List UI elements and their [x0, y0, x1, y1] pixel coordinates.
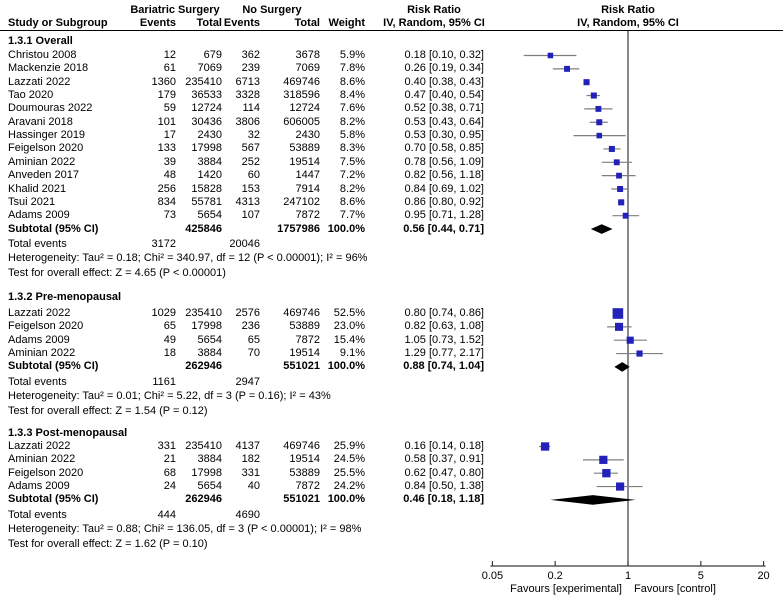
total-events-surgery: 444 — [157, 508, 176, 521]
subtotal-total-surgery: 262946 — [185, 360, 222, 373]
weight-value: 25.9% — [333, 440, 365, 452]
effect-square — [618, 199, 624, 205]
risk-ratio-ci-text: 0.86 [0.80, 0.92] — [404, 195, 484, 208]
study-name: Aminian 2022 — [8, 155, 76, 168]
weight-value: 5.8% — [339, 129, 365, 142]
effect-square — [583, 79, 589, 85]
total-surgery: 5654 — [197, 333, 222, 346]
total-surgery: 7069 — [197, 62, 222, 75]
effect-square — [564, 66, 570, 72]
total-surgery: 679 — [203, 49, 222, 61]
events-nosurgery: 153 — [241, 182, 260, 195]
axis-tick-label: 20 — [757, 570, 770, 582]
risk-ratio-ci-text: 0.53 [0.43, 0.64] — [404, 115, 484, 128]
effect-square — [596, 119, 602, 125]
subtotal-diamond — [550, 495, 635, 505]
effect-square — [615, 323, 623, 331]
total-nosurgery: 7069 — [295, 62, 320, 75]
total-nosurgery: 53889 — [289, 142, 320, 155]
total-nosurgery: 7872 — [295, 333, 320, 346]
study-name: Feigelson 2020 — [8, 142, 84, 155]
effect-square — [597, 133, 603, 139]
events-nosurgery: 3328 — [235, 89, 260, 102]
effect-square — [541, 442, 549, 450]
heterogeneity-stats: Heterogeneity: Tau² = 0.18; Chi² = 340.97, df = 12 (P < 0.00001); I² = 96% — [8, 252, 368, 265]
study-name: Lazzati 2022 — [8, 75, 71, 88]
total-nosurgery: 247102 — [283, 195, 320, 208]
events-surgery: 133 — [157, 142, 176, 155]
total-surgery: 235410 — [185, 440, 222, 452]
col-risk-ratio-plot: Risk Ratio — [601, 4, 655, 16]
total-nosurgery: 19514 — [289, 453, 320, 466]
study-name: Anveden 2017 — [8, 169, 79, 182]
weight-value: 8.4% — [339, 89, 365, 102]
col-method-text: IV, Random, 95% CI — [383, 17, 485, 29]
effect-square — [636, 350, 642, 356]
events-surgery: 68 — [163, 466, 176, 479]
weight-value: 23.0% — [333, 320, 365, 333]
subtotal-diamond — [614, 362, 629, 372]
effect-square — [591, 93, 597, 99]
col-group-no-surgery: No Surgery — [242, 4, 302, 16]
risk-ratio-ci-text: 0.18 [0.10, 0.32] — [404, 49, 484, 61]
total-nosurgery: 12724 — [289, 102, 320, 115]
total-nosurgery: 7872 — [295, 480, 320, 493]
weight-value: 7.6% — [339, 102, 365, 115]
risk-ratio-ci-text: 1.29 [0.77, 2.17] — [404, 347, 484, 360]
events-nosurgery: 567 — [241, 142, 260, 155]
weight-value: 8.3% — [339, 142, 365, 155]
risk-ratio-ci-text: 0.78 [0.56, 1.09] — [404, 155, 484, 168]
risk-ratio-ci-text: 0.80 [0.74, 0.86] — [404, 307, 484, 319]
study-name: Doumouras 2022 — [8, 102, 93, 115]
total-surgery: 12724 — [191, 102, 222, 115]
total-events-label: Total events — [8, 508, 67, 521]
weight-value: 24.5% — [333, 453, 365, 466]
axis-tick-label: 0.05 — [481, 570, 504, 582]
weight-value: 25.5% — [333, 466, 365, 479]
overall-effect-test: Test for overall effect: Z = 1.62 (P = 0.10) — [8, 537, 208, 550]
effect-square — [609, 146, 615, 152]
events-nosurgery: 2576 — [235, 307, 260, 319]
weight-value: 8.2% — [339, 115, 365, 128]
subgroup-title: 1.3.1 Overall — [8, 34, 73, 47]
total-nosurgery: 7914 — [295, 182, 320, 195]
header-rule — [0, 30, 783, 31]
total-nosurgery: 53889 — [289, 320, 320, 333]
study-name: Aminian 2022 — [8, 347, 76, 360]
risk-ratio-ci-text: 0.52 [0.38, 0.71] — [404, 102, 484, 115]
subtotal-label: Subtotal (95% CI) — [8, 222, 99, 235]
total-nosurgery: 469746 — [283, 307, 320, 319]
events-surgery: 1029 — [151, 307, 176, 319]
events-nosurgery: 4313 — [235, 195, 260, 208]
events-surgery: 65 — [163, 320, 176, 333]
total-nosurgery: 469746 — [283, 75, 320, 88]
study-name: Lazzati 2022 — [8, 307, 71, 319]
total-surgery: 3884 — [197, 453, 222, 466]
total-surgery: 17998 — [191, 142, 222, 155]
heterogeneity-stats: Heterogeneity: Tau² = 0.01; Chi² = 5.22, df = 3 (P = 0.16); I² = 43% — [8, 390, 331, 403]
effect-square — [616, 173, 622, 179]
study-name: Khalid 2021 — [8, 182, 67, 195]
events-surgery: 179 — [157, 89, 176, 102]
subgroup-title: 1.3.2 Pre-menopausal — [8, 291, 122, 303]
subtotal-risk-ratio-text: 0.46 [0.18, 1.18] — [403, 493, 484, 506]
overall-effect-test: Test for overall effect: Z = 1.54 (P = 0.12) — [8, 404, 208, 417]
events-surgery: 73 — [163, 209, 176, 222]
total-surgery: 17998 — [191, 466, 222, 479]
subtotal-total-nosurgery: 551021 — [283, 493, 320, 506]
total-events-surgery: 3172 — [151, 237, 176, 250]
events-nosurgery: 65 — [247, 333, 260, 346]
total-surgery: 5654 — [197, 209, 222, 222]
weight-value: 5.9% — [339, 49, 365, 61]
favours-control-label: Favours [control] — [634, 583, 716, 595]
col-weight: Weight — [328, 17, 365, 29]
risk-ratio-ci-text: 0.16 [0.14, 0.18] — [404, 440, 484, 452]
weight-value: 7.5% — [339, 155, 365, 168]
events-nosurgery: 331 — [241, 466, 260, 479]
risk-ratio-ci-text: 0.84 [0.69, 1.02] — [404, 182, 484, 195]
weight-value: 52.5% — [333, 307, 365, 319]
total-surgery: 17998 — [191, 320, 222, 333]
subtotal-total-surgery: 262946 — [185, 493, 222, 506]
subtotal-weight: 100.0% — [327, 360, 365, 373]
axis-tick-label: 1 — [624, 570, 632, 582]
effect-square — [613, 308, 624, 319]
subtotal-risk-ratio-text: 0.88 [0.74, 1.04] — [403, 360, 484, 373]
study-name: Mackenzie 2018 — [8, 62, 89, 75]
risk-ratio-ci-text: 0.84 [0.50, 1.38] — [404, 480, 484, 493]
total-surgery: 30436 — [191, 115, 222, 128]
weight-value: 24.2% — [333, 480, 365, 493]
total-surgery: 36533 — [191, 89, 222, 102]
col-group-bariatric-surgery: Bariatric Surgery — [130, 4, 220, 16]
subtotal-total-surgery: 425846 — [185, 222, 222, 235]
events-nosurgery: 3806 — [235, 115, 260, 128]
col-method-plot: IV, Random, 95% CI — [577, 17, 679, 29]
risk-ratio-ci-text: 0.82 [0.63, 1.08] — [404, 320, 484, 333]
effect-square — [617, 186, 623, 192]
study-name: Christou 2008 — [8, 49, 77, 61]
total-nosurgery: 53889 — [289, 466, 320, 479]
total-surgery: 235410 — [185, 75, 222, 88]
risk-ratio-ci-text: 0.26 [0.19, 0.34] — [404, 62, 484, 75]
study-name: Aminian 2022 — [8, 453, 76, 466]
events-nosurgery: 182 — [241, 453, 260, 466]
events-surgery: 17 — [163, 129, 176, 142]
total-surgery: 5654 — [197, 480, 222, 493]
effect-square — [548, 53, 554, 59]
risk-ratio-ci-text: 0.95 [0.71, 1.28] — [404, 209, 484, 222]
total-surgery: 2430 — [197, 129, 222, 142]
events-surgery: 24 — [163, 480, 176, 493]
col-risk-ratio-text: Risk Ratio — [407, 4, 461, 16]
weight-value: 7.8% — [339, 62, 365, 75]
risk-ratio-ci-text: 0.62 [0.47, 0.80] — [404, 466, 484, 479]
events-surgery: 331 — [157, 440, 176, 452]
weight-value: 8.2% — [339, 182, 365, 195]
events-surgery: 59 — [163, 102, 176, 115]
col-total-2: Total — [294, 17, 320, 29]
effect-square — [602, 469, 610, 477]
total-nosurgery: 7872 — [295, 209, 320, 222]
total-surgery: 15828 — [191, 182, 222, 195]
col-events-2: Events — [223, 17, 260, 29]
events-surgery: 49 — [163, 333, 176, 346]
weight-value: 7.2% — [339, 169, 365, 182]
weight-value: 15.4% — [333, 333, 365, 346]
total-nosurgery: 606005 — [283, 115, 320, 128]
heterogeneity-stats: Heterogeneity: Tau² = 0.88; Chi² = 136.05, df = 3 (P < 0.00001); I² = 98% — [8, 523, 362, 536]
total-surgery: 55781 — [191, 195, 222, 208]
effect-square — [614, 159, 620, 165]
risk-ratio-ci-text: 0.70 [0.58, 0.85] — [404, 142, 484, 155]
subtotal-weight: 100.0% — [327, 222, 365, 235]
subtotal-label: Subtotal (95% CI) — [8, 360, 99, 373]
total-events-surgery: 1161 — [152, 375, 176, 388]
study-name: Feigelson 2020 — [8, 320, 84, 333]
effect-square — [623, 213, 629, 219]
events-surgery: 12 — [163, 49, 176, 61]
total-nosurgery: 19514 — [289, 347, 320, 360]
study-name: Aravani 2018 — [8, 115, 73, 128]
events-surgery: 1360 — [151, 75, 176, 88]
events-surgery: 18 — [163, 347, 176, 360]
risk-ratio-ci-text: 1.05 [0.73, 1.52] — [404, 333, 484, 346]
total-nosurgery: 1447 — [295, 169, 320, 182]
study-name: Hassinger 2019 — [8, 129, 86, 142]
total-events-label: Total events — [8, 237, 67, 250]
effect-square — [599, 456, 607, 464]
study-name: Tsui 2021 — [8, 195, 56, 208]
study-name: Feigelson 2020 — [8, 466, 84, 479]
total-events-label: Total events — [8, 375, 67, 388]
risk-ratio-ci-text: 0.82 [0.56, 1.18] — [404, 169, 484, 182]
events-nosurgery: 252 — [241, 155, 260, 168]
risk-ratio-ci-text: 0.47 [0.40, 0.54] — [404, 89, 484, 102]
events-surgery: 39 — [163, 155, 176, 168]
col-study-or-subgroup: Study or Subgroup — [8, 17, 108, 29]
events-surgery: 256 — [157, 182, 176, 195]
col-events-1: Events — [139, 17, 176, 29]
events-nosurgery: 32 — [247, 129, 260, 142]
total-surgery: 1420 — [197, 169, 222, 182]
total-nosurgery: 2430 — [295, 129, 320, 142]
total-nosurgery: 3678 — [295, 49, 320, 61]
events-nosurgery: 6713 — [235, 75, 260, 88]
total-surgery: 3884 — [197, 347, 222, 360]
effect-square — [595, 106, 601, 112]
events-surgery: 101 — [157, 115, 176, 128]
subtotal-weight: 100.0% — [327, 493, 365, 506]
subtotal-label: Subtotal (95% CI) — [8, 493, 99, 506]
col-total-1: Total — [196, 17, 222, 29]
events-nosurgery: 114 — [242, 102, 260, 115]
total-nosurgery: 318596 — [283, 89, 320, 102]
total-surgery: 3884 — [197, 155, 222, 168]
axis-tick-label: 0.2 — [547, 570, 563, 582]
total-events-nosurgery: 20046 — [229, 237, 260, 250]
events-nosurgery: 362 — [241, 49, 260, 61]
axis-tick-label: 5 — [697, 570, 704, 582]
events-nosurgery: 236 — [241, 320, 260, 333]
risk-ratio-ci-text: 0.58 [0.37, 0.91] — [404, 453, 484, 466]
events-nosurgery: 107 — [241, 209, 260, 222]
effect-square — [627, 337, 634, 344]
events-nosurgery: 40 — [247, 480, 260, 493]
weight-value: 8.6% — [339, 75, 365, 88]
subtotal-diamond — [591, 224, 613, 234]
subtotal-total-nosurgery: 551021 — [283, 360, 320, 373]
events-surgery: 21 — [163, 453, 176, 466]
total-events-nosurgery: 2947 — [235, 375, 260, 388]
weight-value: 9.1% — [339, 347, 365, 360]
favours-experimental-label: Favours [experimental] — [510, 583, 622, 595]
events-surgery: 834 — [157, 195, 176, 208]
study-name: Lazzati 2022 — [8, 440, 71, 452]
events-nosurgery: 60 — [247, 169, 260, 182]
risk-ratio-ci-text: 0.40 [0.38, 0.43] — [404, 75, 484, 88]
subgroup-title: 1.3.3 Post-menopausal — [8, 426, 128, 439]
total-nosurgery: 19514 — [289, 155, 320, 168]
events-surgery: 48 — [163, 169, 176, 182]
overall-effect-test: Test for overall effect: Z = 4.65 (P < 0.00001) — [8, 266, 226, 279]
subtotal-risk-ratio-text: 0.56 [0.44, 0.71] — [403, 222, 484, 235]
study-name: Adams 2009 — [8, 209, 70, 222]
weight-value: 7.7% — [339, 209, 365, 222]
events-nosurgery: 70 — [247, 347, 260, 360]
risk-ratio-ci-text: 0.53 [0.30, 0.95] — [404, 129, 484, 142]
effect-square — [616, 482, 624, 490]
study-name: Adams 2009 — [8, 480, 70, 493]
events-surgery: 61 — [163, 62, 176, 75]
events-nosurgery: 4137 — [235, 440, 260, 452]
subtotal-total-nosurgery: 1757986 — [277, 222, 320, 235]
total-events-nosurgery: 4690 — [235, 508, 260, 521]
total-surgery: 235410 — [185, 307, 222, 319]
events-nosurgery: 239 — [241, 62, 260, 75]
study-name: Tao 2020 — [8, 89, 54, 102]
total-nosurgery: 469746 — [283, 440, 320, 452]
study-name: Adams 2009 — [8, 333, 70, 346]
weight-value: 8.6% — [339, 195, 365, 208]
